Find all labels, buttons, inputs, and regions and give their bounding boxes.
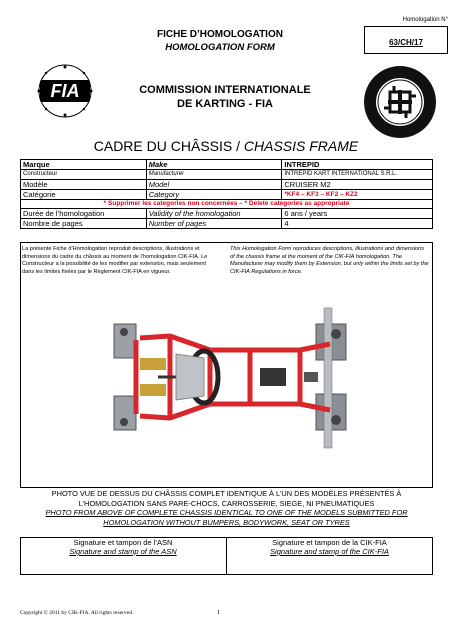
- spec-table: [20, 159, 433, 229]
- modele-label-en: Model: [146, 180, 282, 190]
- commission-title-line1: COMMISSION INTERNATIONALE: [139, 84, 311, 96]
- photo-caption-fr: PHOTO VUE DE DESSUS DU CHÂSSIS COMPLET IDENTIQUE À L’UN DES MODÈLES PRÉSENTÉS À L’HOMOLOGATION SANS PARE-CHOCS, CARROSSERIE, SIEGE, NI PNEUMATIQUES: [51, 489, 402, 508]
- categorie-label-en: Category: [146, 190, 282, 200]
- karting-championship-logo: [360, 62, 440, 142]
- categorie-label-fr: Catégorie: [21, 190, 147, 200]
- cik-signature-label-fr: Signature et tampon de la CIK-FIA: [272, 538, 387, 547]
- cik-signature-label-en: Signature and stamp of the CIK-FIA: [270, 547, 389, 556]
- constructeur-label-fr: Constructeur: [21, 170, 147, 180]
- modele-value: CRUISER M2: [282, 180, 433, 190]
- homologation-number: 63/CH/17: [389, 38, 423, 47]
- spec-row-pages: [21, 219, 433, 229]
- marque-value: INTREPID: [282, 160, 433, 170]
- fia-logo: [30, 63, 100, 119]
- modele-label-fr: Modèle: [21, 180, 147, 190]
- duree-value: 6 ans / years: [282, 209, 433, 219]
- categorie-value: *KF4 – KF3 – KF2 – KZ2: [282, 190, 433, 200]
- constructeur-value: INTREPID KART INTERNATIONAL S.R.L.: [282, 170, 433, 180]
- description-en: This Homologation Form reproduces descriptions, illustrations and dimensions of the chassis frame at the moment of the CIK-FIA homologation. The Manufacturer may modify them by Extension, but only within the limits set by the CIK-FIA Regulations in force.: [230, 246, 429, 275]
- spec-row-marque: [21, 160, 433, 170]
- form-title-fr: FICHE D’HOMOLOGATION: [157, 29, 283, 40]
- photo-caption-en: PHOTO FROM ABOVE OF COMPLETE CHASSIS IDENTICAL TO ONE OF THE MODELS SUBMITTED FOR HOMOLOGATION WITHOUT BUMPERS, BODYWORK, SEAT OR TYRES: [45, 508, 408, 527]
- footer-page-number: 1: [217, 609, 221, 616]
- duree-label-fr: Durée de l’homologation: [21, 209, 147, 219]
- spec-row-categorie: [21, 190, 433, 200]
- description-fr: La présente Fiche d’Homologation reproduit descriptions, illustrations et dimensions du cadre du châssis au moment de l’homologation CIK-FIA. Le Constructeur a la possibilité de les modifier par extension, mais seulement dans les limites fixées par le Règlement CIK-FIA en vigueur.: [22, 246, 208, 275]
- chassis-photo: [100, 288, 390, 466]
- commission-title-line2: DE KARTING - FIA: [177, 98, 273, 110]
- marque-label-en: Make: [146, 160, 282, 170]
- pages-label-en: Number of pages: [146, 219, 282, 229]
- section-title-fr: CADRE DU CHÂSSIS /: [93, 138, 244, 154]
- section-title: [40, 138, 412, 154]
- categorie-note: * Supprimer les categories non concernées – * Delete categories as appropriate: [21, 200, 433, 209]
- constructeur-label-en: Manufacturer: [146, 170, 282, 180]
- asn-signature-label-fr: Signature et tampon de l’ASN: [73, 538, 173, 547]
- spec-row-modele: [21, 180, 433, 190]
- marque-label-fr: Marque: [21, 160, 147, 170]
- spec-row-duree: [21, 209, 433, 219]
- pages-label-fr: Nombre de pages: [21, 219, 147, 229]
- spec-row-categorie-note: [21, 200, 433, 209]
- spec-row-constructeur: [21, 170, 433, 180]
- pages-value: 4: [282, 219, 433, 229]
- duree-label-en: Validity of the homologation: [146, 209, 282, 219]
- footer-copyright: Copyright © 2011 by CIK-FIA. All rights reserved.: [20, 610, 134, 616]
- fia-logo-text: FIA: [50, 81, 80, 101]
- section-title-en: CHASSIS FRAME: [243, 138, 359, 154]
- homologation-label: Homologation N°: [402, 17, 448, 23]
- asn-signature-label-en: Signature and stamp of the ASN: [69, 547, 177, 556]
- form-title-en: HOMOLOGATION FORM: [165, 42, 275, 53]
